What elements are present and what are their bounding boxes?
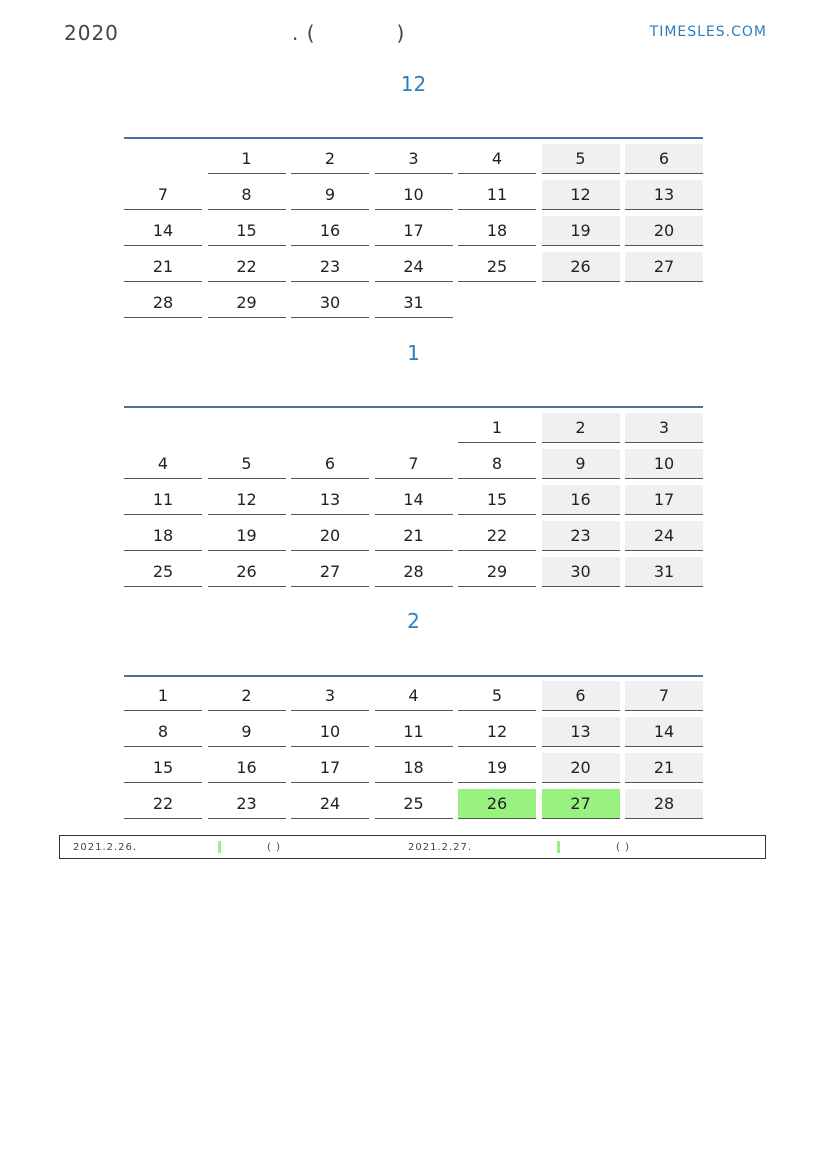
day-cell: 14 [625,717,703,747]
day-cell: 30 [291,288,369,318]
day-cell: 27 [625,252,703,282]
month-title-february: 2 [407,609,420,633]
month-rule [124,675,703,677]
day-cell: 25 [124,557,202,587]
day-cell: 25 [375,789,453,819]
month-title-january: 1 [407,341,420,365]
page-header [0,0,827,60]
day-cell: 8 [208,180,286,210]
day-cell: 11 [124,485,202,515]
day-cell: 4 [458,144,536,174]
day-cell: 13 [625,180,703,210]
day-cell: 11 [375,717,453,747]
day-cell: 24 [625,521,703,551]
day-cell: 26 [208,557,286,587]
day-cell: 6 [542,681,620,711]
empty-day-cell [124,144,202,174]
day-cell: 7 [375,449,453,479]
page-subtitle: . ( ) [292,21,406,45]
day-cell: 22 [124,789,202,819]
legend-color-swatch [557,841,560,853]
holiday-legend [59,835,766,859]
day-cell: 23 [291,252,369,282]
day-cell: 9 [542,449,620,479]
day-cell: 1 [208,144,286,174]
day-cell: 4 [124,449,202,479]
day-cell: 2 [542,413,620,443]
day-cell: 15 [124,753,202,783]
day-cell: 10 [625,449,703,479]
day-cell: 26 [542,252,620,282]
day-cell: 31 [375,288,453,318]
day-cell: 17 [291,753,369,783]
empty-day-cell [124,413,202,443]
month-grid-january [124,413,703,587]
day-cell: 18 [375,753,453,783]
legend-date: 2021.2.27. [408,842,473,853]
day-cell: 1 [124,681,202,711]
day-cell: 25 [458,252,536,282]
day-cell: 12 [542,180,620,210]
month-title-december: 12 [400,72,427,96]
month-rule [124,406,703,408]
day-cell: 9 [208,717,286,747]
day-cell: 15 [458,485,536,515]
day-cell: 1 [458,413,536,443]
legend-date: 2021.2.26. [73,842,138,853]
day-cell: 13 [291,485,369,515]
day-cell: 15 [208,216,286,246]
day-cell: 28 [625,789,703,819]
day-cell: 19 [458,753,536,783]
month-rule [124,137,703,139]
day-cell: 12 [208,485,286,515]
day-cell: 6 [291,449,369,479]
day-cell: 23 [208,789,286,819]
day-cell: 31 [625,557,703,587]
day-cell: 18 [124,521,202,551]
day-cell: 20 [625,216,703,246]
day-cell: 28 [124,288,202,318]
day-cell: 24 [375,252,453,282]
day-cell: 21 [375,521,453,551]
day-cell: 16 [542,485,620,515]
day-cell: 2 [291,144,369,174]
day-cell: 5 [208,449,286,479]
day-cell: 17 [375,216,453,246]
day-cell: 23 [542,521,620,551]
day-cell: 27 [291,557,369,587]
day-cell: 7 [625,681,703,711]
empty-day-cell [458,288,536,318]
empty-day-cell [375,413,453,443]
legend-note: ( ) [616,842,630,853]
day-cell: 10 [375,180,453,210]
day-cell: 14 [124,216,202,246]
day-cell: 14 [375,485,453,515]
day-cell: 22 [208,252,286,282]
day-cell: 3 [625,413,703,443]
day-cell: 5 [542,144,620,174]
day-cell: 21 [124,252,202,282]
empty-day-cell [542,288,620,318]
day-cell: 20 [542,753,620,783]
day-cell: 28 [375,557,453,587]
day-cell: 20 [291,521,369,551]
legend-note: ( ) [267,842,281,853]
legend-color-swatch [218,841,221,853]
site-link[interactable]: TIMESLES.COM [649,24,767,40]
day-cell: 18 [458,216,536,246]
day-cell: 8 [458,449,536,479]
empty-day-cell [291,413,369,443]
day-cell: 16 [208,753,286,783]
day-cell: 3 [291,681,369,711]
month-grid-february [124,681,703,819]
day-cell: 3 [375,144,453,174]
day-cell: 4 [375,681,453,711]
day-cell: 7 [124,180,202,210]
day-cell: 21 [625,753,703,783]
highlighted-day-cell: 27 [542,789,620,819]
year-label: 2020 [64,21,119,45]
empty-day-cell [625,288,703,318]
day-cell: 8 [124,717,202,747]
day-cell: 6 [625,144,703,174]
day-cell: 24 [291,789,369,819]
day-cell: 29 [458,557,536,587]
day-cell: 30 [542,557,620,587]
day-cell: 29 [208,288,286,318]
month-grid-december [124,144,703,318]
day-cell: 2 [208,681,286,711]
day-cell: 13 [542,717,620,747]
empty-day-cell [208,413,286,443]
day-cell: 10 [291,717,369,747]
day-cell: 22 [458,521,536,551]
day-cell: 19 [208,521,286,551]
day-cell: 19 [542,216,620,246]
day-cell: 5 [458,681,536,711]
day-cell: 12 [458,717,536,747]
highlighted-day-cell: 26 [458,789,536,819]
day-cell: 11 [458,180,536,210]
day-cell: 17 [625,485,703,515]
day-cell: 9 [291,180,369,210]
day-cell: 16 [291,216,369,246]
